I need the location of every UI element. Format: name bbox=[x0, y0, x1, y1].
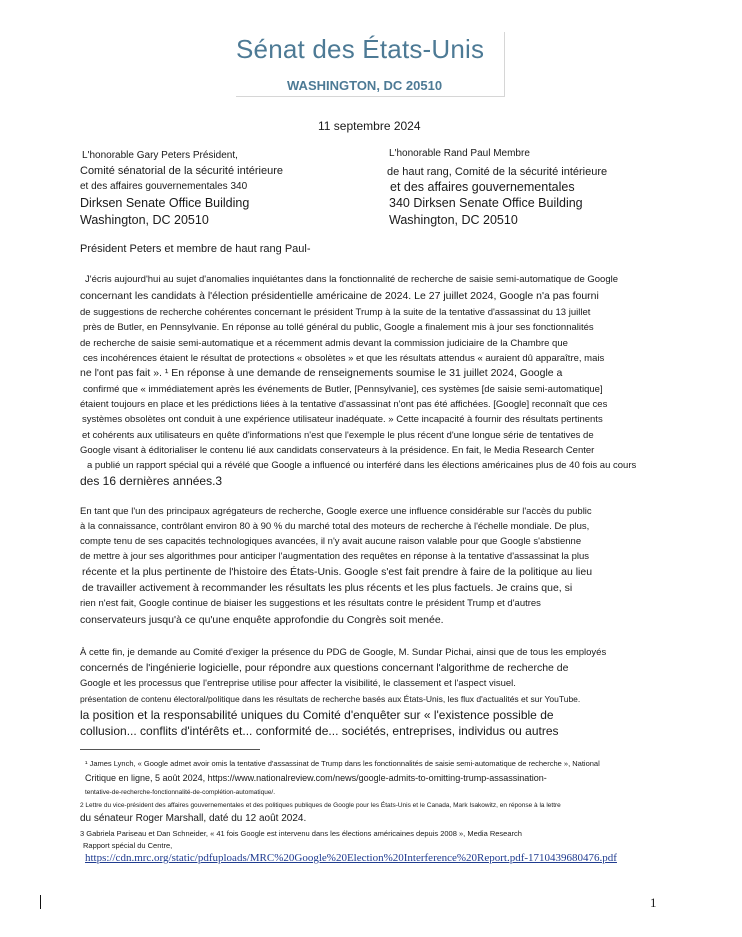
paragraph1-line: confirmé que « immédiatement après les événements de Butler, [Pennsylvanie], ces systèmes [de saisie semi-automatique] bbox=[83, 384, 603, 395]
paragraph1-line: Google visant à éditorialiser le contenu lié aux candidats conservateurs à la présidence. En fait, le Media Research Center bbox=[80, 445, 595, 456]
recipient-left-line: L'honorable Gary Peters Président, bbox=[82, 150, 238, 161]
paragraph3-line: la position et la responsabilité uniques du Comité d'enquêter sur « l'existence possible de bbox=[80, 708, 554, 722]
recipient-right-line: 340 Dirksen Senate Office Building bbox=[389, 196, 583, 210]
paragraph2-line: En tant que l'un des principaux agrégateurs de recherche, Google exerce une influence considérable sur l'accès du public bbox=[80, 506, 592, 517]
paragraph2-line: conservateurs jusqu'à ce qu'une enquête approfondie du Congrès soit menée. bbox=[80, 614, 444, 626]
paragraph2-line: à la connaissance, contrôlant environ 80 à 90 % du marché total des moteurs de recherche à l'échelle mondiale. De plus, bbox=[80, 521, 590, 532]
recipient-left-line: Dirksen Senate Office Building bbox=[80, 196, 250, 210]
paragraph2-line: de mettre à jour ses algorithmes pour anticiper l'augmentation des requêtes en réponse à la tentative d'assassinat la plus bbox=[80, 551, 590, 562]
paragraph3-line: Google et les processus que l'entreprise utilise pour affecter la visibilité, le classement et l'aspect visuel. bbox=[80, 678, 516, 689]
paragraph1-line: de suggestions de recherche cohérentes concernant le président Trump à la suite de la tentative d'assassinat du 13 juillet bbox=[80, 307, 591, 318]
paragraph3-line: concernés de l'ingénierie logicielle, pour répondre aux questions concernant l'algorithme de recherche de bbox=[80, 662, 569, 674]
letterhead-address: WASHINGTON, DC 20510 bbox=[287, 78, 443, 93]
recipient-right-line: Washington, DC 20510 bbox=[389, 213, 518, 227]
footnote-line: du sénateur Roger Marshall, daté du 12 août 2024. bbox=[80, 813, 307, 824]
recipient-left-line: Comité sénatorial de la sécurité intérieure bbox=[80, 165, 283, 177]
paragraph2-line: de travailler activement à recommander les résultats les plus récents et les plus factuels. Je crains que, si bbox=[82, 582, 573, 594]
footnote-line: 2 Lettre du vice-président des affaires gouvernementales et des politiques publiques de Google pour les États-Unis et le Canada, Mark Isakowitz, en réponse à la lettre bbox=[80, 802, 561, 809]
footnote-link[interactable]: https://cdn.mrc.org/static/pdfuploads/MRC%20Google%20Election%20Interference%20Report.pdf-1710439680476.pdf bbox=[85, 852, 617, 864]
paragraph1-line: systèmes obsolètes ont conduit à une expérience utilisateur inadéquate. » Cette incapacité à fournir des résultats pertinents bbox=[82, 414, 603, 425]
paragraph1-line: de recherche de saisie semi-automatique et a récemment admis devant la commission judiciaire de la Chambre que bbox=[80, 338, 568, 349]
paragraph1-line: étaient toujours en place et les prédictions liées à la tentative d'assassinat n'ont pas été affichées. [Google] reconnaît que ces bbox=[80, 399, 608, 410]
paragraph2-line: rien n'est fait, Google continue de biaiser les suggestions et les résultats contre le président Trump et d'autres bbox=[80, 598, 541, 609]
paragraph3-line: collusion... conflits d'intérêts et... conformité de... sociétés, entreprises, individus ou autres bbox=[80, 724, 559, 738]
paragraph1-line: et cohérents aux utilisateurs en quête d'informations n'est que l'exemple le plus récent d'une longue série de tentatives de bbox=[82, 430, 594, 441]
recipient-right-line: et des affaires gouvernementales bbox=[390, 180, 575, 194]
paragraph1-line: ces incohérences étaient le résultat de protections « obsolètes » et que les résultats attendus « auraient dû apparaître, mais bbox=[83, 353, 605, 364]
recipient-right-line: L'honorable Rand Paul Membre bbox=[389, 148, 530, 159]
letter-date: 11 septembre 2024 bbox=[318, 119, 421, 133]
footnote-line: 3 Gabriela Pariseau et Dan Schneider, « 41 fois Google est intervenu dans les élections américaines depuis 2008 », Media Research bbox=[80, 829, 522, 838]
footnote-line: Rapport spécial du Centre, bbox=[83, 841, 173, 850]
page-number: 1 bbox=[650, 895, 657, 910]
paragraph1-line: a publié un rapport spécial qui a révélé que Google a influencé ou interféré dans les élections américaines plus de 40 fois au cours bbox=[87, 460, 637, 471]
paragraph3-line: présentation de contenu électoral/politique dans les résultats de recherche basés aux États-Unis, les flux d'actualités et sur YouTube. bbox=[80, 694, 581, 704]
paragraph1-line: ne l'ont pas fait ». ¹ En réponse à une demande de renseignements soumise le 31 juillet 2024, Google a bbox=[80, 367, 563, 379]
paragraph1-line: concernant les candidats à l'élection présidentielle américaine de 2024. Le 27 juillet 2024, Google n'a pas fourni bbox=[80, 290, 599, 302]
paragraph1-line: J'écris aujourd'hui au sujet d'anomalies inquiétantes dans la fonctionnalité de recherche de saisie semi-automatique de Google bbox=[85, 274, 619, 285]
paragraph2-line: compte tenu de ses capacités technologiques avancées, il n'y avait aucune raison valable pour que Google s'abstienne bbox=[80, 536, 582, 547]
text-cursor bbox=[40, 895, 41, 909]
footnote-line: ¹ James Lynch, « Google admet avoir omis la tentative d'assassinat de Trump dans les fonctionnalités de saisie semi-automatique de recherche », National bbox=[85, 759, 600, 768]
recipient-right-line: de haut rang, Comité de la sécurité intérieure bbox=[387, 166, 608, 178]
paragraph3-line: À cette fin, je demande au Comité d'exiger la présence du PDG de Google, M. Sundar Pichai, ainsi que de tous les employés bbox=[80, 647, 607, 658]
paragraph1-line: des 16 dernières années.3 bbox=[80, 474, 223, 488]
salutation: Président Peters et membre de haut rang Paul- bbox=[80, 243, 311, 255]
footnote-divider bbox=[80, 749, 260, 750]
recipient-left-line: et des affaires gouvernementales 340 bbox=[80, 181, 248, 192]
paragraph2-line: récente et la plus pertinente de l'histoire des États-Unis. Google s'est fait prendre à faire de la politique au lieu bbox=[82, 566, 593, 578]
recipient-left-line: Washington, DC 20510 bbox=[80, 213, 209, 227]
footnote-line: Critique en ligne, 5 août 2024, https://www.nationalreview.com/news/google-admits-to-omitting-trump-assassination- bbox=[85, 773, 547, 783]
paragraph1-line: près de Butler, en Pennsylvanie. En réponse au tollé général du public, Google a finalement mis à jour ses fonctionnalités bbox=[83, 322, 594, 333]
footnote-line: tentative-de-recherche-fonctionnalité-de-complétion-automatique/. bbox=[85, 789, 276, 796]
letterhead-title: Sénat des États-Unis bbox=[236, 34, 485, 64]
